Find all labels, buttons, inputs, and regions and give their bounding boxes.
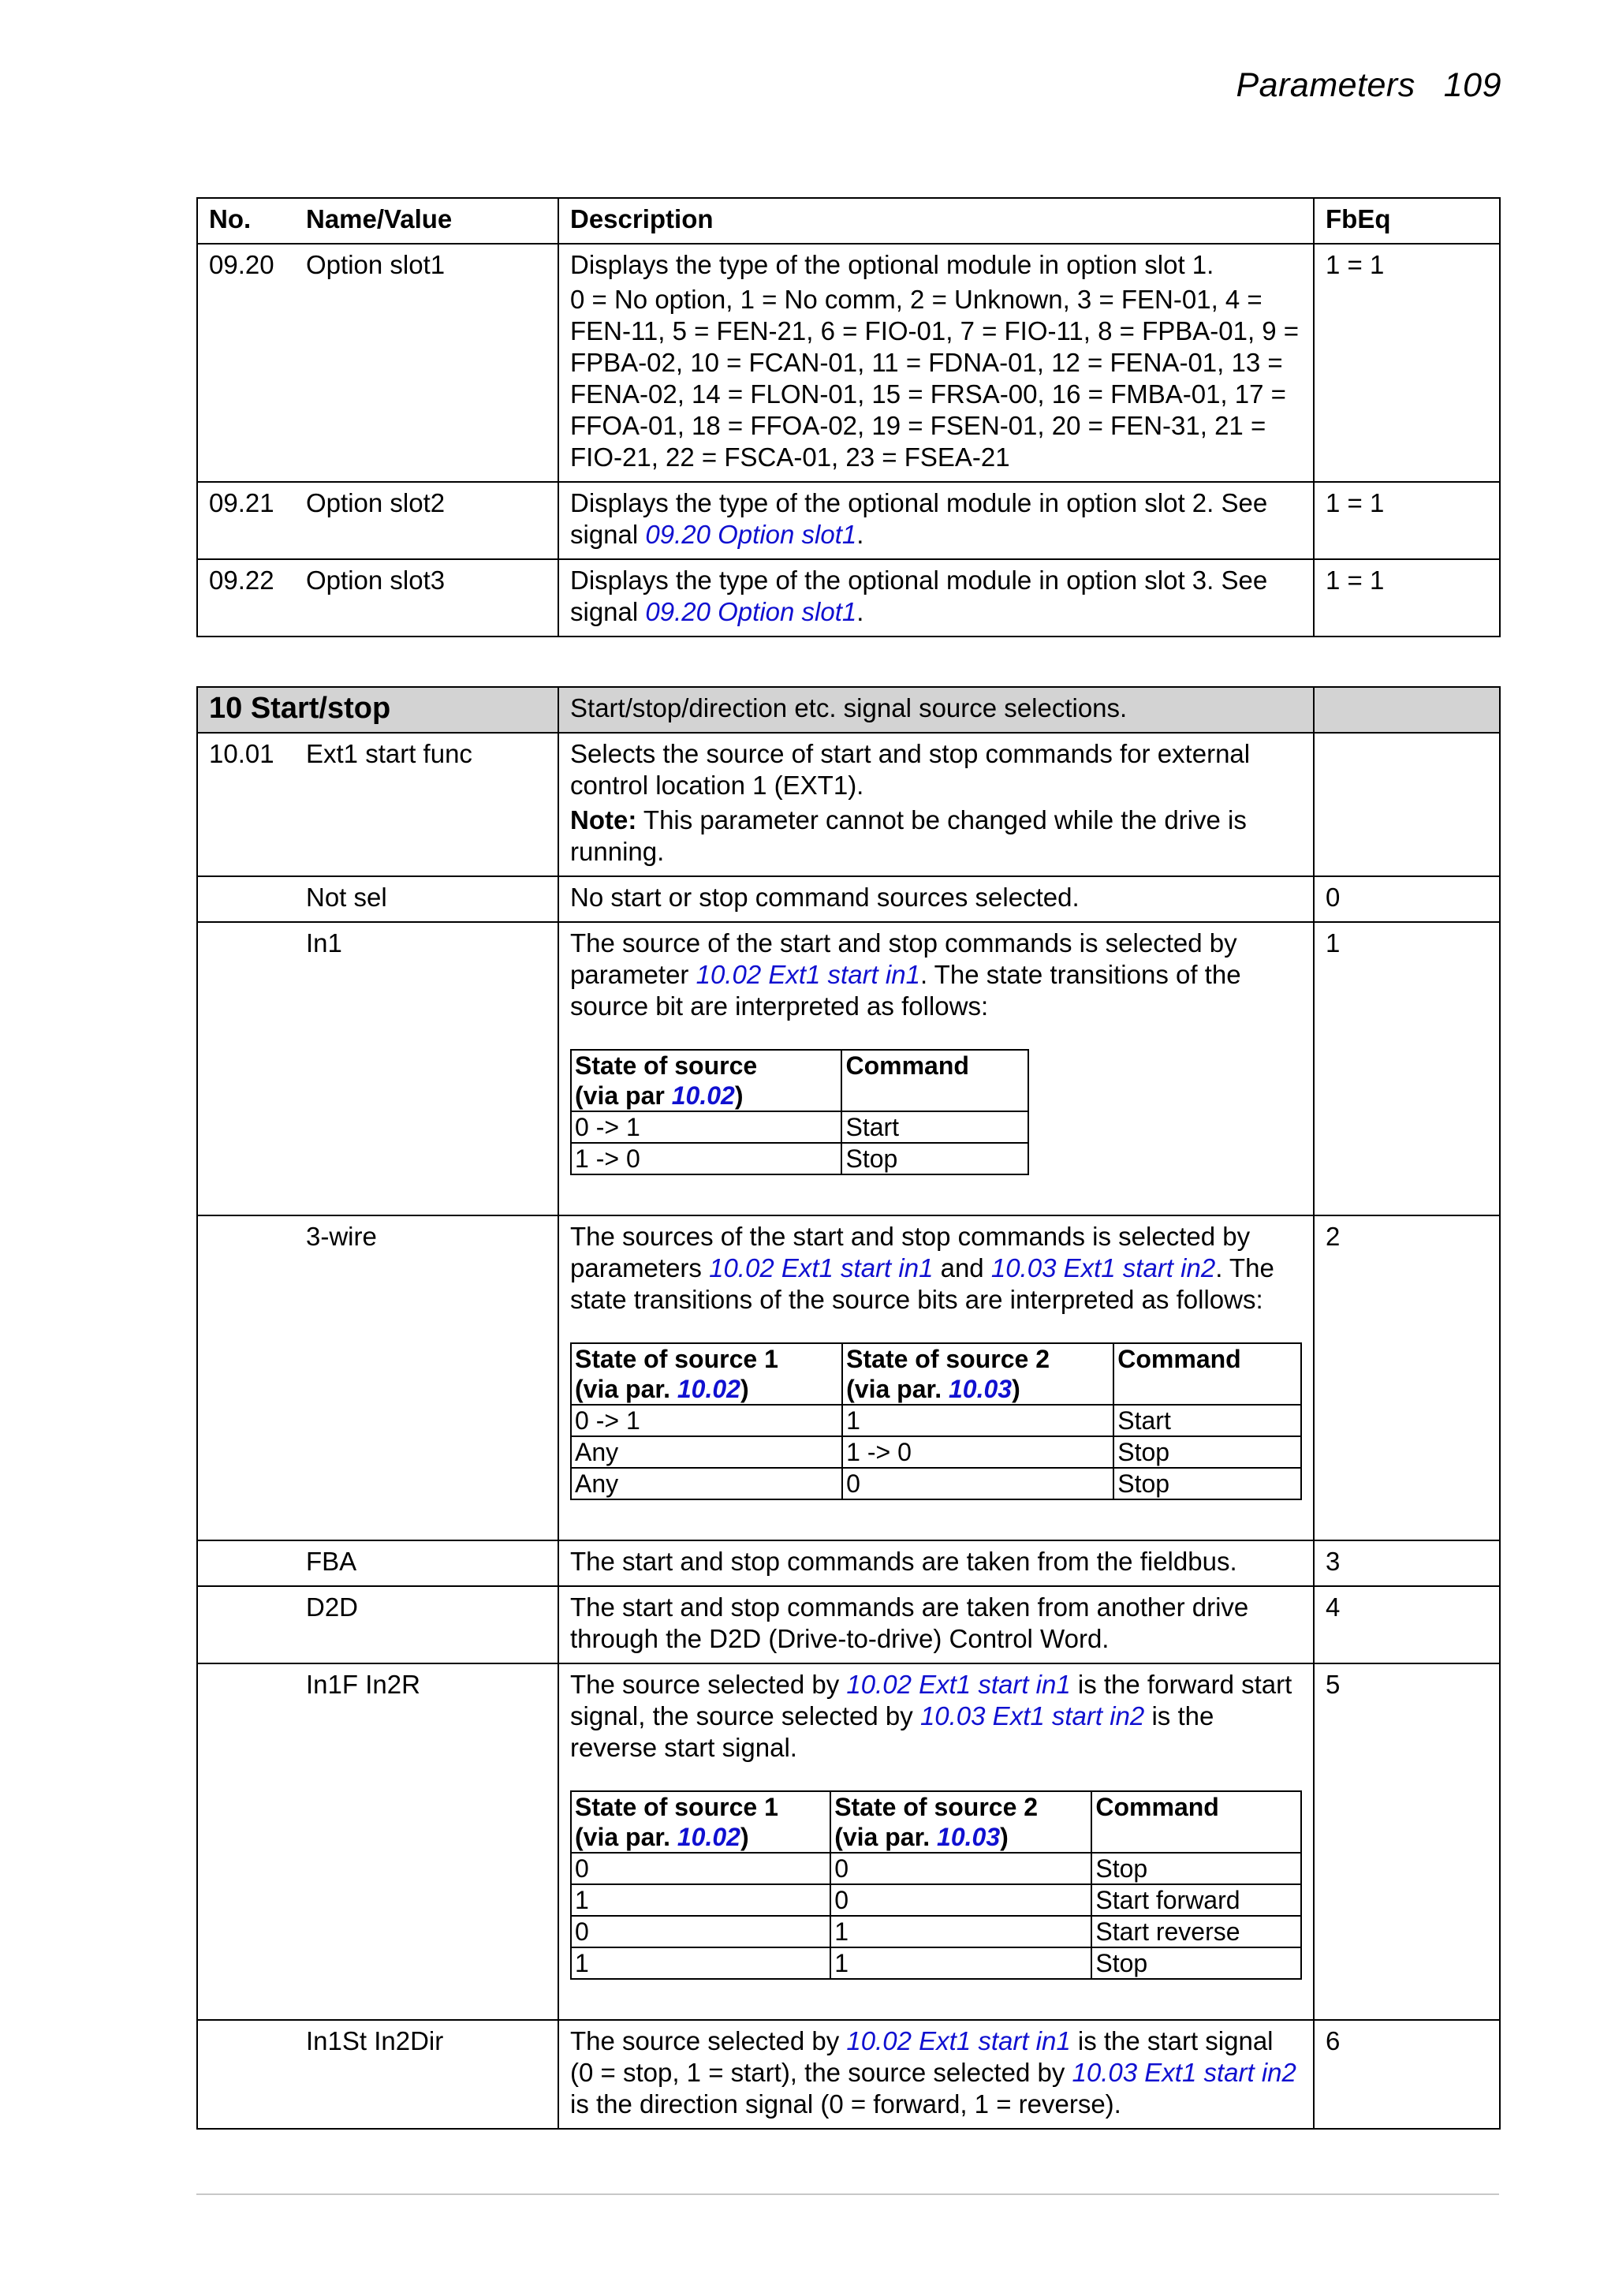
- table-row: [197, 1586, 1500, 1663]
- table-row: 1 1 Stop: [571, 1947, 1301, 1979]
- param-description: [558, 482, 1314, 559]
- description-text: Displays the type of the optional module in option slot 3. See signal: [570, 566, 1268, 626]
- param-no: 09.21: [197, 482, 295, 559]
- table-row: 1 -> 0 Stop: [571, 1143, 1028, 1174]
- state-transition-table: [570, 1049, 1029, 1175]
- description-end: .: [856, 597, 864, 626]
- param-name: Ext1 start func: [295, 733, 558, 876]
- param-name: Option slot3: [295, 559, 558, 637]
- state-transition-table: [570, 1790, 1302, 1980]
- description-text: Displays the type of the optional module in option slot 2. See signal: [570, 488, 1268, 549]
- table-row: [197, 1663, 1500, 2020]
- parameter-link[interactable]: 10.03 Ext1 start in2: [919, 1701, 1145, 1730]
- description-text: The source of the start and stop commands is selected by parameter 10.02 Ext1 start in1. The state transitions of the source bit are interpreted as follows:: [570, 928, 1241, 1021]
- parameter-link[interactable]: 10.02 Ext1 start in1: [846, 1670, 1071, 1699]
- value-fbeq: 5: [1314, 1663, 1500, 2020]
- table-header-row: [197, 198, 1500, 244]
- parameter-link[interactable]: 10.02 Ext1 start in1: [709, 1253, 934, 1282]
- value-description: [558, 922, 1314, 1215]
- value-name: In1: [295, 922, 558, 1215]
- state2-header: State of source 2 (via par. 10.03): [842, 1343, 1113, 1405]
- value-fbeq: 4: [1314, 1586, 1500, 1663]
- value-description: The start and stop commands are taken from the fieldbus.: [558, 1540, 1314, 1586]
- table-row: [197, 876, 1500, 922]
- param-fbeq: [1314, 733, 1500, 876]
- state2-header: State of source 2 (via par. 10.03): [830, 1791, 1091, 1853]
- parameter-table-10: [196, 686, 1501, 2130]
- table-row: [197, 1540, 1500, 1586]
- description-values: 0 = No option, 1 = No comm, 2 = Unknown, 3 = FEN-01, 4 = FEN-11, 5 = FEN-21, 6 = FIO-01, 7 = FIO-11, 8 = FPBA-01, 9 = FPBA-02, 10 = FCAN-01, 11 = FDNA-01, 12 = FENA-01, 13 = FENA-02, 14 = FLON-01, 15 = FRSA-00, 16 = FMBA-01, 17 = FFOA-01, 18 = FFOA-02, 19 = FSEN-01, 20 = FEN-31, 21 = FIO-21, 22 = FSCA-01, 23 = FSEA-21: [570, 285, 1300, 472]
- value-fbeq: 2: [1314, 1215, 1500, 1540]
- table-row: Any 0 Stop: [571, 1468, 1301, 1499]
- value-fbeq: 6: [1314, 2020, 1500, 2129]
- table-row: [197, 1215, 1500, 1540]
- note-label: Note:: [570, 805, 637, 834]
- value-description: No start or stop command sources selected.: [558, 876, 1314, 922]
- description-text: Displays the type of the optional module in option slot 1.: [570, 250, 1214, 279]
- table-row: 1 0 Start forward: [571, 1884, 1301, 1916]
- parameter-link[interactable]: 10.03: [937, 1823, 1001, 1851]
- parameter-link[interactable]: 10.02: [671, 1081, 735, 1110]
- table-row: [197, 733, 1500, 876]
- value-name: D2D: [295, 1586, 558, 1663]
- parameter-link[interactable]: 10.02: [677, 1375, 740, 1403]
- parameter-link[interactable]: 10.02 Ext1 start in1: [696, 960, 920, 989]
- parameter-link[interactable]: 09.20 Option slot1: [645, 520, 857, 549]
- param-no: 09.20: [197, 244, 295, 482]
- header-fbeq: FbEq: [1314, 198, 1500, 244]
- table-row: 0 -> 1 1 Start: [571, 1405, 1301, 1436]
- table-row: [197, 482, 1500, 559]
- description-note: [570, 805, 1302, 868]
- state1-header: State of source 1 (via par. 10.02): [571, 1343, 842, 1405]
- header-name: Name/Value: [295, 198, 558, 244]
- parameter-link[interactable]: 09.20 Option slot1: [645, 597, 857, 626]
- param-description: [558, 559, 1314, 637]
- table-row: [197, 244, 1500, 482]
- param-fbeq: 1 = 1: [1314, 244, 1500, 482]
- param-description: [558, 733, 1314, 876]
- table-row: [197, 2020, 1500, 2129]
- parameter-link[interactable]: 10.03: [948, 1375, 1013, 1403]
- table-row: [197, 559, 1500, 637]
- table-row: Any 1 -> 0 Stop: [571, 1436, 1301, 1468]
- value-description: [558, 1663, 1314, 2020]
- group-fbeq: [1314, 687, 1500, 733]
- table-row: 0 -> 1 Start: [571, 1111, 1028, 1143]
- parameter-link[interactable]: 10.02 Ext1 start in1: [846, 2026, 1071, 2055]
- value-fbeq: 3: [1314, 1540, 1500, 1586]
- header-description: Description: [558, 198, 1314, 244]
- state-header: State of source (via par 10.02): [571, 1050, 841, 1111]
- value-name: Not sel: [295, 876, 558, 922]
- group-description: Start/stop/direction etc. signal source selections.: [558, 687, 1314, 733]
- param-description: [558, 244, 1314, 482]
- param-fbeq: 1 = 1: [1314, 482, 1500, 559]
- param-no: 10.01: [197, 733, 295, 876]
- header-no: No.: [197, 198, 295, 244]
- group-header-row: [197, 687, 1500, 733]
- command-header: Command: [1091, 1791, 1301, 1853]
- description-text: Selects the source of start and stop commands for external control location 1 (EXT1).: [570, 739, 1251, 800]
- value-name: In1St In2Dir: [295, 2020, 558, 2129]
- value-name: FBA: [295, 1540, 558, 1586]
- param-no: 09.22: [197, 559, 295, 637]
- value-description: [558, 1215, 1314, 1540]
- value-name: 3-wire: [295, 1215, 558, 1540]
- param-name: Option slot2: [295, 482, 558, 559]
- value-description: The source selected by 10.02 Ext1 start in1 is the start signal (0 = stop, 1 = start), the source selected by 10.03 Ext1 start in2 is the direction signal (0 = forward, 1 = reverse).: [558, 2020, 1314, 2129]
- parameter-link[interactable]: 10.02: [677, 1823, 740, 1851]
- command-header: Command: [841, 1050, 1028, 1111]
- page-number: 109: [1443, 66, 1501, 104]
- note-text: This parameter cannot be changed while the drive is running.: [570, 805, 1247, 866]
- table-row: 0 0 Stop: [571, 1853, 1301, 1884]
- state1-header: State of source 1 (via par. 10.02): [571, 1791, 830, 1853]
- parameter-table-09: [196, 197, 1501, 637]
- param-name: Option slot1: [295, 244, 558, 482]
- command-header: Command: [1113, 1343, 1301, 1405]
- description-text: The source selected by 10.02 Ext1 start in1 is the forward start signal, the source selected by 10.03 Ext1 start in2 is the reverse start signal.: [570, 1670, 1292, 1762]
- group-title: 10 Start/stop: [197, 687, 558, 733]
- table-row: [197, 922, 1500, 1215]
- section-title: Parameters: [1236, 66, 1415, 104]
- value-fbeq: 0: [1314, 876, 1500, 922]
- page-header: [1236, 66, 1502, 105]
- value-fbeq: 1: [1314, 922, 1500, 1215]
- value-description: The start and stop commands are taken from another drive through the D2D (Drive-to-drive) Control Word.: [558, 1586, 1314, 1663]
- parameter-link[interactable]: 10.03 Ext1 start in2: [1072, 2058, 1296, 2087]
- description-end: .: [856, 520, 864, 549]
- parameter-link[interactable]: 10.03 Ext1 start in2: [990, 1253, 1216, 1282]
- value-name: In1F In2R: [295, 1663, 558, 2020]
- description-text: The sources of the start and stop commands is selected by parameters 10.02 Ext1 start in1 and 10.03 Ext1 start in2. The state transitions of the source bits are interpreted as follows:: [570, 1222, 1274, 1314]
- footer-divider: [196, 2193, 1499, 2195]
- table-row: 0 1 Start reverse: [571, 1916, 1301, 1947]
- param-fbeq: 1 = 1: [1314, 559, 1500, 637]
- state-transition-table: [570, 1342, 1302, 1500]
